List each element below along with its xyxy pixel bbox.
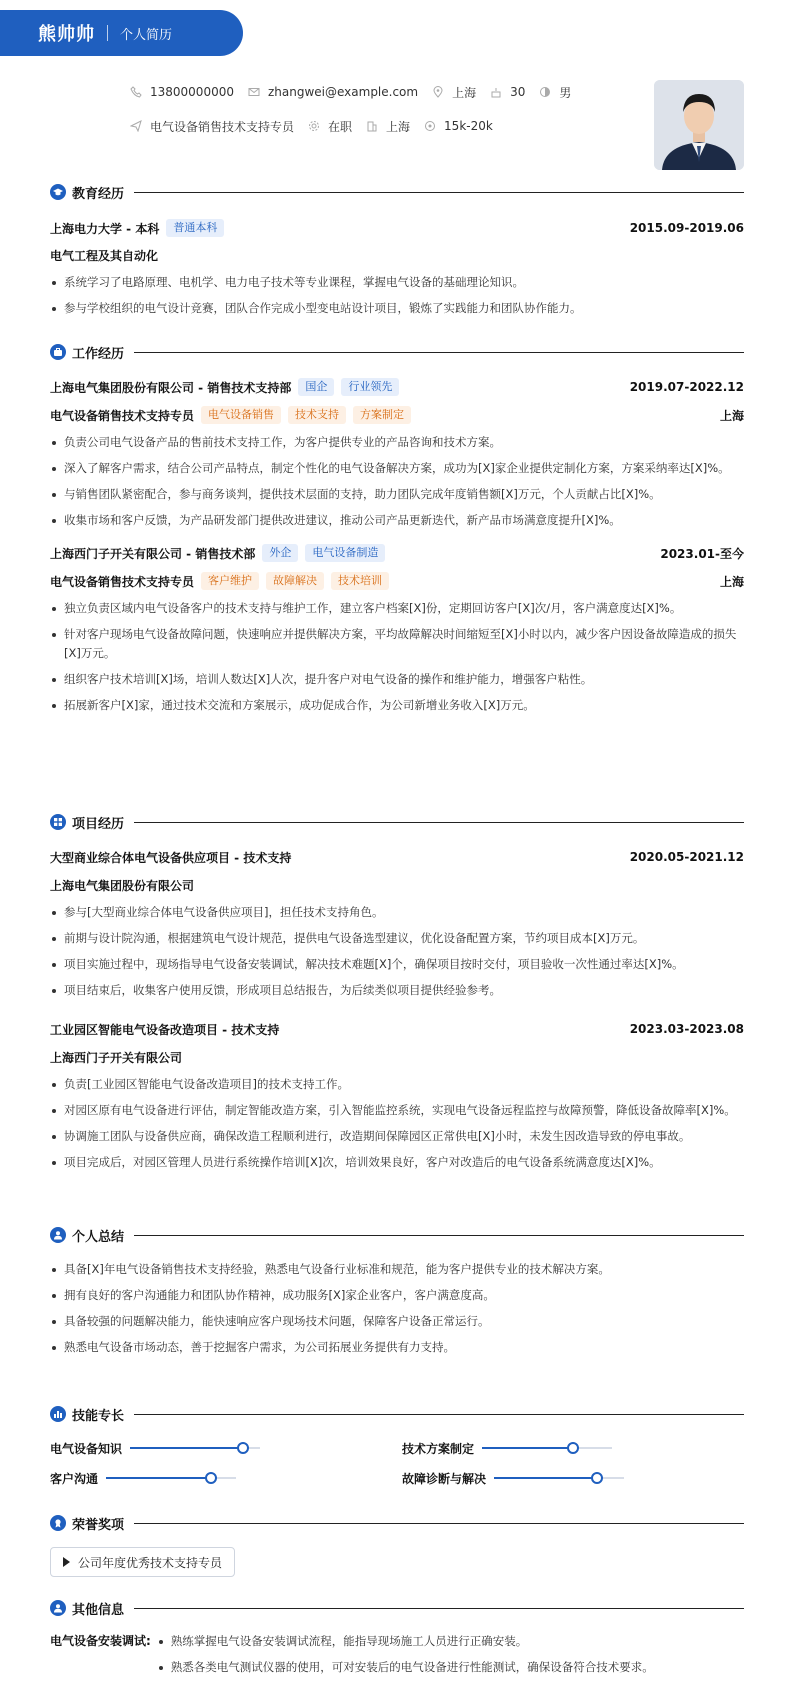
other-label: 电气设备安装调试: — [50, 1634, 151, 1648]
resume-title: 个人简历 — [120, 27, 173, 43]
education-bullets — [50, 273, 744, 318]
project-title: 工业园区智能电气设备改造项目 - 技术支持 — [50, 1022, 280, 1037]
other-bullets — [157, 1632, 744, 1684]
list-item: 独立负责区域内电气设备客户的技术支持与维护工作，建立客户档案[X]份，定期回访客户[X]次/月，客户满意度达[X]%。 — [50, 599, 744, 618]
list-item: 系统学习了电路原理、电机学、电力电子技术等专业课程，掌握电气设备的基础理论知识。 — [50, 273, 744, 292]
location-text: 上海 — [452, 85, 477, 100]
skill-bar — [494, 1477, 624, 1479]
work-bullets — [50, 599, 744, 715]
skill-label: 故障诊断与解决 — [402, 1471, 487, 1486]
grid-icon — [50, 814, 66, 830]
skills-header — [50, 1404, 744, 1424]
skill-bar — [106, 1477, 236, 1479]
awards-title: 荣誉奖项 — [72, 1517, 125, 1533]
skill-bar-knob — [591, 1472, 603, 1484]
company-tag: 电气设备制造 — [305, 544, 385, 562]
skill-bar-knob — [567, 1442, 579, 1454]
project-org: 上海电气集团股份有限公司 — [50, 878, 195, 893]
location-icon — [432, 86, 444, 98]
company-tag: 国企 — [298, 378, 334, 396]
list-item: 收集市场和客户反馈，为产品研发部门提供改进建议，推动公司产品更新迭代，新产品市场满意度提升[X]%。 — [50, 511, 744, 530]
gender-text: 男 — [559, 85, 572, 100]
role-tag: 技术培训 — [331, 572, 389, 590]
list-item: 熟练掌握电气设备安装调试流程，能指导现场施工人员进行正确安装。 — [157, 1632, 744, 1651]
salary-item — [424, 119, 493, 133]
list-item: 针对客户现场电气设备故障问题，快速响应并提供解决方案，平均故障解决时间缩短至[X]小时以内，减少客户因设备故障造成的损失[X]万元。 — [50, 625, 744, 663]
skill-item — [402, 1438, 612, 1458]
list-item: 负责公司电气设备产品的售前技术支持工作，为客户提供专业的产品咨询和技术方案。 — [50, 433, 744, 452]
company-name: 上海西门子开关有限公司 - 销售技术部 — [50, 546, 256, 561]
gender-item — [539, 84, 571, 101]
summary-title: 个人总结 — [72, 1229, 125, 1245]
list-item: 具备[X]年电气设备销售技术支持经验，熟悉电气设备行业标准和规范，能为客户提供专业的技术解决方案。 — [50, 1260, 744, 1279]
project-bullets — [50, 903, 744, 1000]
role-name: 电气设备销售技术支持专员 — [50, 408, 195, 423]
project-title: 大型商业综合体电气设备供应项目 - 技术支持 — [50, 850, 292, 865]
work-bullets — [50, 433, 744, 530]
skill-bar-fill — [494, 1477, 597, 1479]
other-section — [50, 1598, 744, 1684]
award-item — [50, 1547, 235, 1577]
work-entry-2 — [50, 543, 744, 563]
skill-item — [50, 1468, 236, 1488]
awards-section — [50, 1513, 744, 1577]
skill-label: 技术方案制定 — [402, 1441, 475, 1456]
email-item — [248, 85, 418, 99]
skill-bar-fill — [482, 1447, 573, 1449]
company-tag: 外企 — [262, 544, 298, 562]
work-date: 2023.01-至今 — [660, 546, 744, 561]
education-date: 2015.09-2019.06 — [629, 221, 744, 235]
email-icon — [248, 86, 260, 98]
project-org-row — [50, 1047, 744, 1067]
location-item — [432, 84, 476, 101]
skill-bar-fill — [106, 1477, 211, 1479]
skill-bar — [482, 1447, 612, 1449]
project-bullets — [50, 1075, 744, 1172]
major-row — [50, 245, 744, 265]
section-divider — [134, 822, 744, 823]
section-divider — [134, 1608, 744, 1609]
play-triangle-icon — [63, 1557, 70, 1567]
list-item: 具备较强的问题解决能力，能快速响应客户现场技术问题，保障客户设备正常运行。 — [50, 1312, 744, 1331]
skills-title: 技能专长 — [72, 1408, 125, 1424]
project-org-row — [50, 875, 744, 895]
list-item: 熟悉电气设备市场动态，善于挖掘客户需求，为公司拓展业务提供有力支持。 — [50, 1338, 744, 1357]
contact-info — [130, 82, 630, 150]
company-tag: 行业领先 — [341, 378, 399, 396]
projects-section — [50, 812, 744, 1179]
header-divider — [107, 25, 108, 41]
list-item: 对园区原有电气设备进行评估，制定智能改造方案，引入智能监控系统，实现电气设备远程监控与故障预警，降低设备故障率[X]%。 — [50, 1101, 744, 1120]
list-item: 项目实施过程中，现场指导电气设备安装调试，解决技术难题[X]个，确保项目按时交付，项目验收一次性通过率达[X]%。 — [50, 955, 744, 974]
work-city: 上海 — [719, 574, 744, 589]
role-tag: 技术支持 — [288, 406, 346, 424]
company-name: 上海电气集团股份有限公司 - 销售技术支持部 — [50, 380, 292, 395]
award-text: 公司年度优秀技术支持专员 — [78, 1555, 223, 1570]
profile-photo — [654, 80, 744, 170]
education-title: 教育经历 — [72, 186, 125, 202]
status-text: 在职 — [328, 119, 353, 134]
role-row — [50, 571, 744, 591]
user-icon — [50, 1227, 66, 1243]
other-entry — [50, 1632, 744, 1684]
summary-bullets — [50, 1260, 744, 1357]
list-item: 项目结束后，收集客户使用反馈，形成项目总结报告，为后续类似项目提供经验参考。 — [50, 981, 744, 1000]
graduation-cap-icon — [50, 184, 66, 200]
building-icon — [366, 120, 378, 132]
target-city-text: 上海 — [386, 119, 411, 134]
gear-icon — [308, 120, 320, 132]
list-item: 组织客户技术培训[X]场，培训人数达[X]人次，提升客户对电气设备的操作和维护能力，增强客户粘性。 — [50, 670, 744, 689]
bar-chart-icon — [50, 1406, 66, 1422]
list-item: 拓展新客户[X]家，通过技术交流和方案展示，成功促成合作，为公司新增业务收入[X]万元。 — [50, 696, 744, 715]
skill-item — [50, 1438, 260, 1458]
role-name: 电气设备销售技术支持专员 — [50, 574, 195, 589]
medal-icon — [50, 1515, 66, 1531]
other-header — [50, 1598, 744, 1618]
send-icon — [130, 120, 142, 132]
coin-icon — [424, 120, 436, 132]
candidate-name: 熊帅帅 — [38, 24, 95, 45]
skill-bar — [130, 1447, 260, 1449]
role-tag: 方案制定 — [353, 406, 411, 424]
phone-icon — [130, 86, 142, 98]
list-item: 与销售团队紧密配合，参与商务谈判，提供技术层面的支持，助力团队完成年度销售额[X]万元，个人贡献占比[X]%。 — [50, 485, 744, 504]
cake-icon — [490, 86, 502, 98]
role-row — [50, 405, 744, 425]
target-job-text: 电气设备销售技术支持专员 — [150, 119, 295, 134]
list-item: 前期与设计院沟通，根据建筑电气设计规范，提供电气设备选型建议，优化设备配置方案，节约项目成本[X]万元。 — [50, 929, 744, 948]
target-city-item — [366, 118, 410, 135]
skill-item — [402, 1468, 624, 1488]
section-divider — [134, 1414, 744, 1415]
summary-section — [50, 1225, 744, 1364]
person-info-icon — [50, 1600, 66, 1616]
work-date: 2019.07-2022.12 — [629, 380, 744, 394]
other-title: 其他信息 — [72, 1602, 125, 1618]
work-title: 工作经历 — [72, 346, 125, 362]
summary-header — [50, 1225, 744, 1245]
list-item: 参与学校组织的电气设计竞赛，团队合作完成小型变电站设计项目，锻炼了实践能力和团队协作能力。 — [50, 299, 744, 318]
skill-bar-knob — [237, 1442, 249, 1454]
work-header — [50, 342, 744, 362]
briefcase-icon — [50, 344, 66, 360]
work-section — [50, 342, 744, 722]
skill-bar-knob — [205, 1472, 217, 1484]
school-name: 上海电力大学 - 本科 — [50, 221, 160, 236]
section-divider — [134, 1235, 744, 1236]
major-name: 电气工程及其自动化 — [50, 248, 159, 263]
list-item: 协调施工团队与设备供应商，确保改造工程顺利进行，改造期间保障园区正常供电[X]小时，未发生因改造导致的停电事故。 — [50, 1127, 744, 1146]
email-text: zhangwei@example.com — [267, 85, 419, 99]
project-entry-1 — [50, 847, 744, 867]
role-tag: 故障解决 — [266, 572, 324, 590]
section-divider — [134, 192, 744, 193]
role-tag: 电气设备销售 — [201, 406, 281, 424]
education-section — [50, 182, 744, 325]
role-tag: 客户维护 — [201, 572, 259, 590]
projects-title: 项目经历 — [72, 816, 125, 832]
list-item: 熟悉各类电气测试仪器的使用，可对安装后的电气设备进行性能测试，确保设备符合技术要求。 — [157, 1658, 744, 1677]
list-item: 负责[工业园区智能电气设备改造项目]的技术支持工作。 — [50, 1075, 744, 1094]
target-job-item — [130, 118, 294, 135]
phone-item — [130, 85, 234, 99]
section-divider — [134, 1523, 744, 1524]
age-text: 30 — [510, 85, 526, 99]
project-org: 上海西门子开关有限公司 — [50, 1050, 183, 1065]
phone-text: 13800000000 — [150, 85, 234, 99]
contact-row-1 — [130, 82, 630, 102]
work-entry-1 — [50, 377, 744, 397]
list-item: 参与[大型商业综合体电气设备供应项目]，担任技术支持角色。 — [50, 903, 744, 922]
education-entry — [50, 218, 744, 238]
skills-section — [50, 1404, 744, 1484]
work-city: 上海 — [719, 408, 744, 423]
salary-text: 15k-20k — [444, 119, 493, 133]
contact-row-2 — [130, 116, 630, 136]
section-divider — [134, 352, 744, 353]
status-item — [308, 118, 352, 135]
list-item: 拥有良好的客户沟通能力和团队协作精神，成功服务[X]家企业客户，客户满意度高。 — [50, 1286, 744, 1305]
list-item: 深入了解客户需求，结合公司产品特点，制定个性化的电气设备解决方案，成功为[X]家企业提供定制化方案，方案采纳率达[X]%。 — [50, 459, 744, 478]
gender-icon — [539, 86, 551, 98]
skill-label: 客户沟通 — [50, 1471, 99, 1486]
project-date: 2020.05-2021.12 — [629, 850, 744, 864]
project-entry-2 — [50, 1019, 744, 1039]
projects-header — [50, 812, 744, 832]
education-header — [50, 182, 744, 202]
header-ribbon — [0, 10, 243, 56]
education-tag: 普通本科 — [166, 219, 224, 237]
age-item — [490, 85, 525, 99]
awards-header — [50, 1513, 744, 1533]
project-date: 2023.03-2023.08 — [629, 1022, 744, 1036]
list-item: 项目完成后，对园区管理人员进行系统操作培训[X]次，培训效果良好，客户对改造后的电气设备系统满意度达[X]%。 — [50, 1153, 744, 1172]
skill-label: 电气设备知识 — [50, 1441, 123, 1456]
skill-bar-fill — [130, 1447, 243, 1449]
